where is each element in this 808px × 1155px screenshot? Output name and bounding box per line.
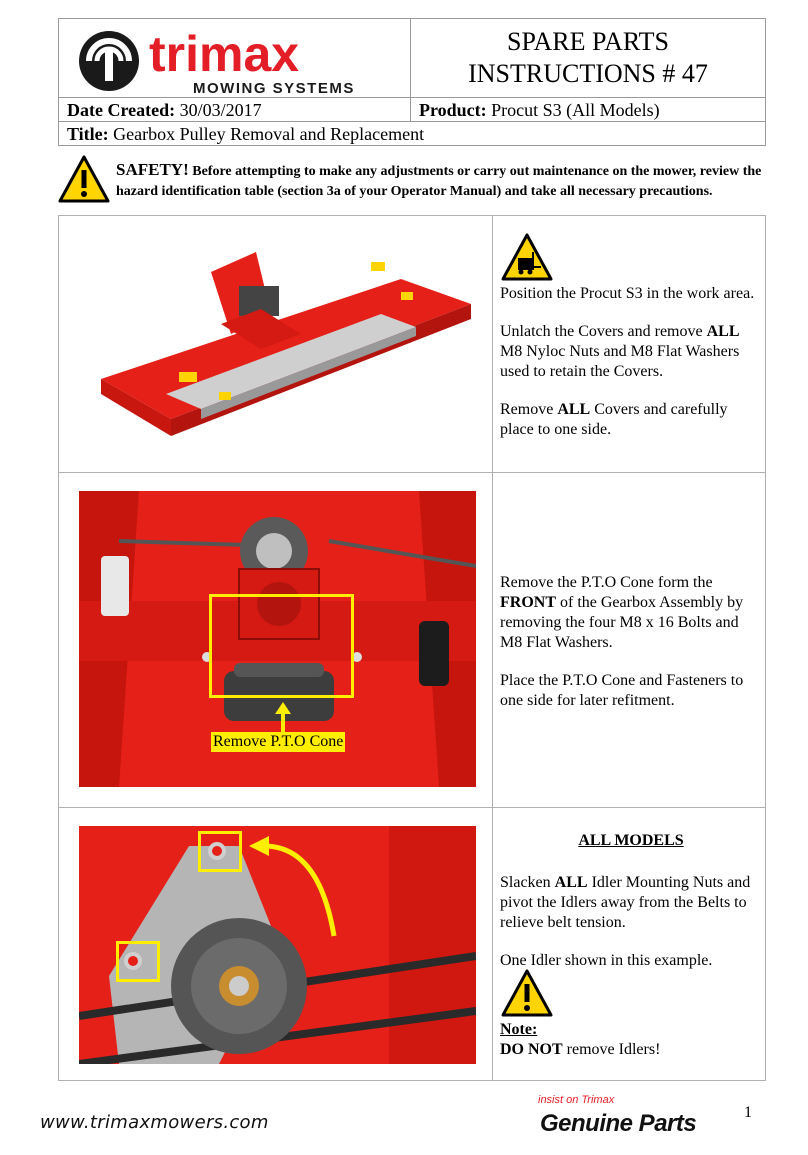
footer-genuine-parts-logo: Genuine Parts — [540, 1110, 697, 1137]
product-row — [410, 97, 766, 122]
step-row-3 — [59, 808, 765, 1080]
step-1-para-3-text: Remove ALL Covers and carefully place to one side. — [500, 401, 728, 438]
logo-brand-text: trimax — [149, 26, 300, 82]
title-value: Gearbox Pulley Removal and Replacement — [113, 124, 425, 144]
step-3-note — [500, 1020, 762, 1060]
note-warning-icon — [500, 968, 554, 1018]
note-body — [500, 1040, 762, 1060]
safety-notice — [58, 154, 768, 206]
date-label: Date Created: — [67, 100, 176, 120]
logo-tagline-text: MOWING SYSTEMS — [193, 80, 355, 97]
idler-nut-highlight-2 — [116, 941, 160, 982]
step-1-para-2 — [500, 322, 762, 382]
doc-title-line1: SPARE PARTS — [506, 27, 669, 56]
step-1-text — [500, 284, 762, 458]
step-row-1 — [59, 216, 765, 473]
product-label: Product: — [419, 100, 487, 120]
step-1-para-1: Position the Procut S3 in the work area. — [500, 285, 755, 302]
product-value: Procut S3 (All Models) — [491, 100, 660, 120]
pointer-arrow-up — [275, 702, 291, 732]
safety-text — [116, 160, 776, 202]
step-3-text — [500, 831, 762, 989]
date-row — [58, 97, 411, 122]
step-1-para-2-text: Unlatch the Covers and remove ALL M8 Nyloc Nuts and M8 Flat Washers used to retain the Covers. — [500, 323, 740, 380]
step-row-2 — [59, 473, 765, 808]
step-3-para-1 — [500, 873, 762, 933]
safety-body: Before attempting to make any adjustments or carry out maintenance on the mower, review the hazard identification table (section 3a of your Operator Manual) and take all necessary precautions. — [116, 164, 762, 199]
step-2-para-2: Place the P.T.O Cone and Fasteners to one side for later refitment. — [500, 672, 744, 709]
footer-insist-tagline: insist on Trimax — [538, 1094, 615, 1106]
step-3-para-1-text: Slacken ALL Idler Mounting Nuts and pivot the Idlers away from the Belts to relieve belt tension. — [500, 874, 751, 931]
step-2-para-1 — [500, 573, 762, 653]
step-3-para-2: One Idler shown in this example. — [500, 952, 713, 969]
idler-nut-highlight-1 — [198, 831, 242, 872]
title-label: Title: — [67, 124, 109, 144]
pto-highlight-box — [209, 594, 354, 698]
page-number: 1 — [744, 1104, 752, 1121]
forklift-warning-icon — [500, 232, 554, 282]
safety-heading: SAFETY! — [116, 160, 189, 179]
mower-illustration — [71, 224, 481, 464]
step-3-heading: ALL MODELS — [578, 832, 684, 849]
logo-cell — [58, 18, 411, 98]
note-strong: DO NOT — [500, 1041, 563, 1058]
title-row — [58, 121, 766, 146]
step-1-para-3 — [500, 400, 762, 440]
step-2-text — [500, 573, 762, 729]
footer-website-url[interactable]: www.trimaxmowers.com — [40, 1112, 269, 1133]
doc-title-line2: INSTRUCTIONS # 47 — [468, 59, 708, 88]
doc-title — [410, 18, 766, 98]
warning-icon — [58, 154, 110, 204]
note-label: Note: — [500, 1021, 538, 1038]
note-rest: remove Idlers! — [562, 1041, 661, 1058]
step-2-para-1-text: Remove the P.T.O Cone form the FRONT of the Gearbox Assembly by removing the four M8 x 16 Bolts and M8 Flat Washers. — [500, 574, 744, 651]
date-value: 30/03/2017 — [179, 100, 262, 120]
trimax-logo — [67, 21, 407, 97]
steps-table — [58, 215, 766, 1081]
pto-callout-label: Remove P.T.O Cone — [213, 733, 344, 750]
